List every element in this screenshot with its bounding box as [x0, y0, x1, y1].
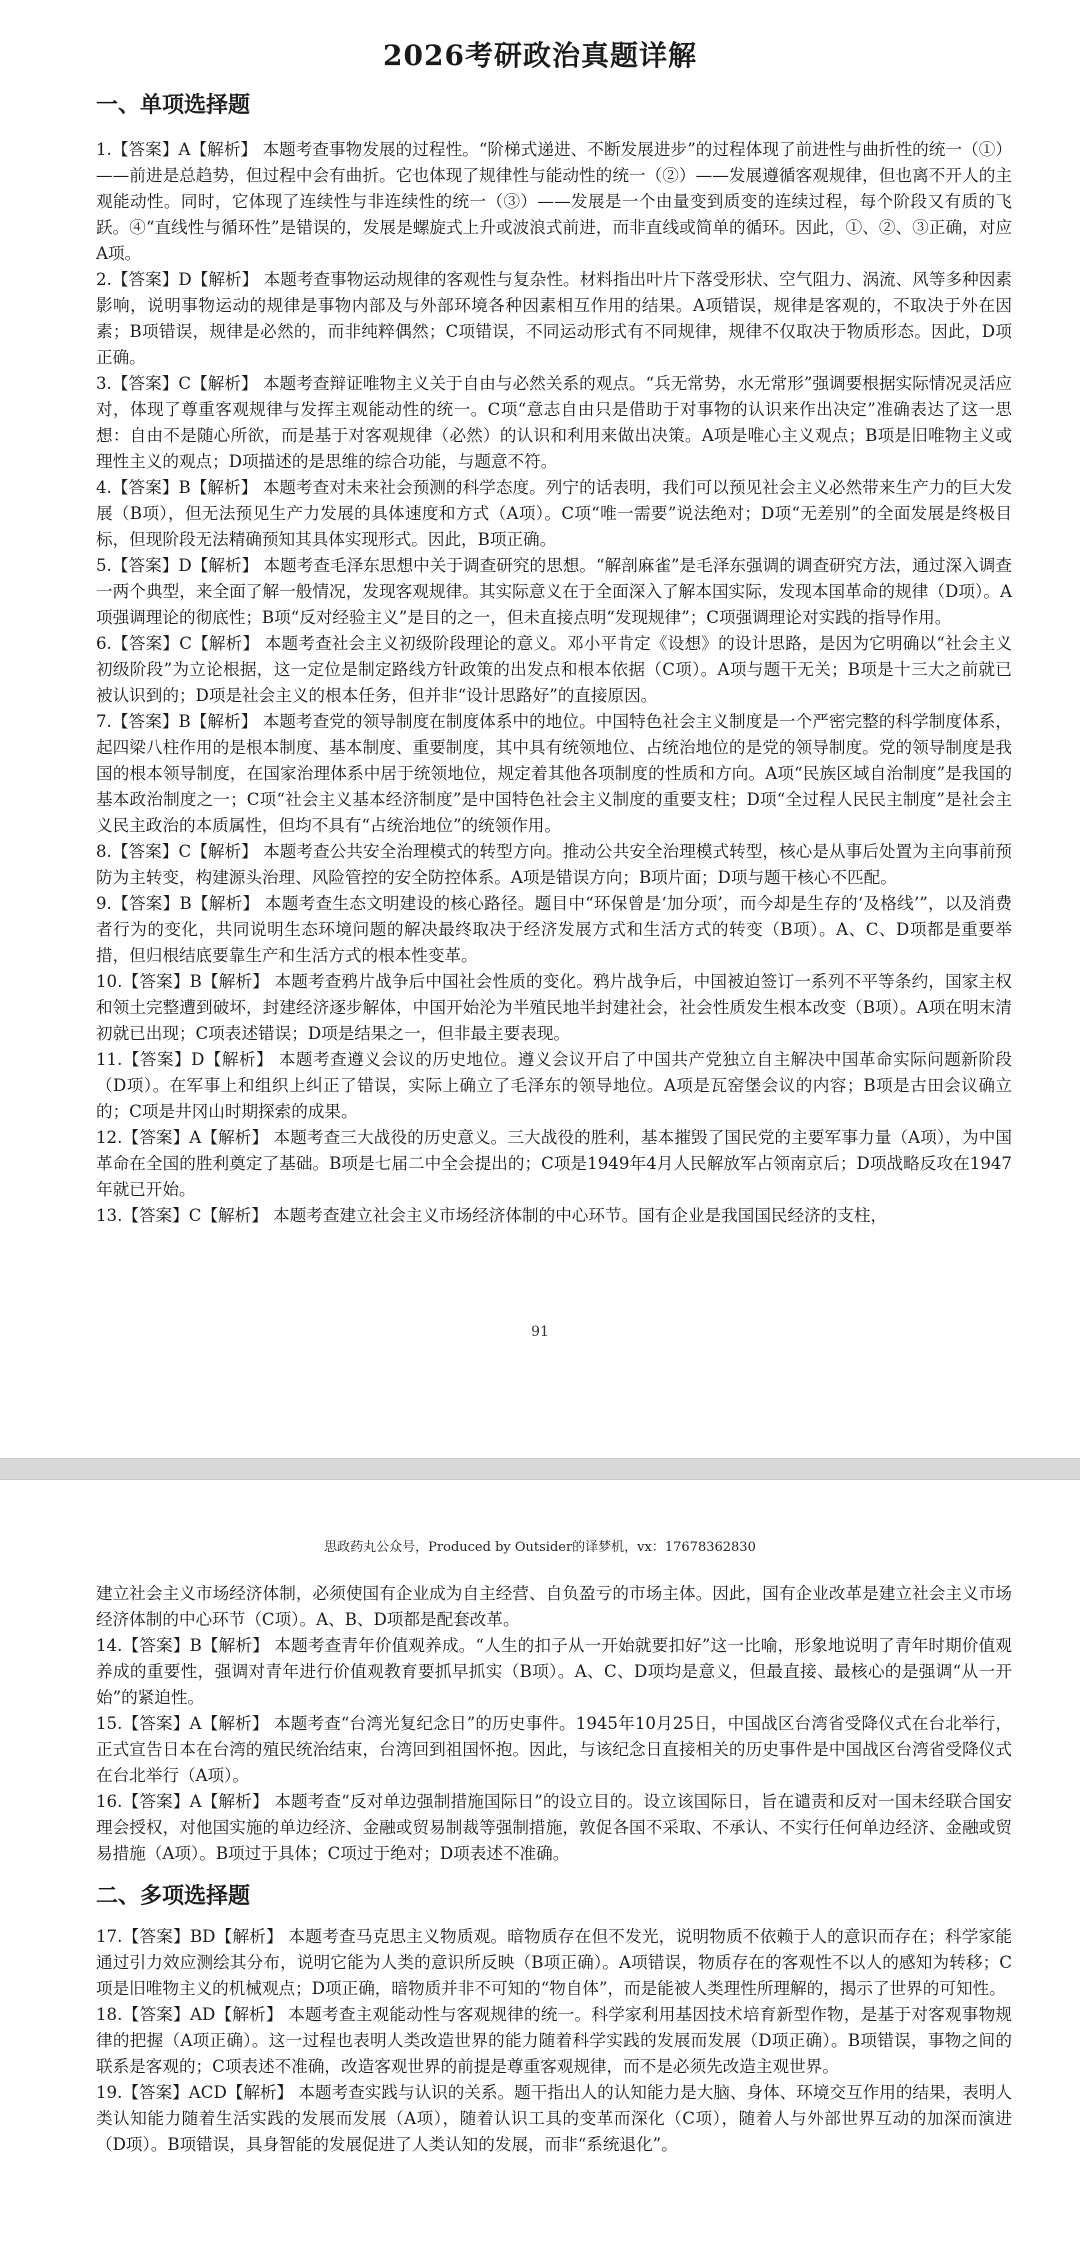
answer-list	[96, 137, 1012, 1229]
answer-item-3: 3.【答案】C【解析】 本题考查辩证唯物主义关于自由与必然关系的观点。“兵无常势，水无常形”强调要根据实际情况灵活应对，体现了尊重客观规律与发挥主观能动性的统一。C项“意志自由只是借助于对事物的认识来作出决定”准确表达了这一思想：自由不是随心所欲，而是基于对客观规律（必然）的认识和利用来做出决策。A项是唯心主义观点；B项是旧唯物主义或理性主义的观点；D项描述的是思维的综合功能，与题意不符。	[96, 374, 1012, 471]
answer-item-15: 15.【答案】A【解析】 本题考查“台湾光复纪念日”的历史事件。1945年10月25日，中国战区台湾省受降仪式在台北举行，正式宣告日本在台湾的殖民统治结束，台湾回到祖国怀抱。因此，与该纪念日直接相关的历史事件是中国战区台湾省受降仪式在台北举行（A项）。	[96, 1714, 1012, 1785]
answer-item-14: 14.【答案】B【解析】 本题考查青年价值观养成。“人生的扣子从一开始就要扣好”这一比喻，形象地说明了青年时期价值观养成的重要性，强调对青年进行价值观教育要抓早抓实（B项）。A、C、D项均是意义，但最直接、最核心的是强调“从一开始”的紧迫性。	[96, 1636, 1012, 1707]
answer-item-4: 4.【答案】B【解析】 本题考查对未来社会预测的科学态度。列宁的话表明，我们可以预见社会主义必然带来生产力的巨大发展（B项），但无法预见生产力发展的具体速度和方式（A项）。C项“唯一需要”说法绝对；D项“无差别”的全面发展是终极目标，但现阶段无法精确预知其具体实现形式。因此，B项正确。	[96, 478, 1012, 549]
section-heading-multiple-choice: 二、多项选择题	[96, 1883, 251, 1909]
answer-item-17: 17.【答案】BD【解析】 本题考查马克思主义物质观。暗物质存在但不发光，说明物质不依赖于人的意识而存在；科学家能通过引力效应测绘其分布，说明它能为人类的意识所反映（B项正确）。A项错误，物质存在的客观性不以人的感知为转移；C项是旧唯物主义的机械观点；D项正确，暗物质并非不可知的“物自体”，而是能被人类理性所理解的，揭示了世界的可知性。	[96, 1927, 1012, 1998]
answer-item-8: 8.【答案】C【解析】 本题考查公共安全治理模式的转型方向。推动公共安全治理模式转型，核心是从事后处置为主向事前预防为主转变，构建源头治理、风险管控的安全防控体系。A项是错误方向；B项片面；D项与题干核心不匹配。	[96, 842, 1012, 887]
answer-list	[96, 1581, 1012, 1867]
document-page-92	[0, 1480, 1080, 2245]
answer-item-11: 11.【答案】D【解析】 本题考查遵义会议的历史地位。遵义会议开启了中国共产党独立自主解决中国革命实际问题新阶段（D项）。在军事上和组织上纠正了错误，实际上确立了毛泽东的领导地位。A项是瓦窑堡会议的内容；B项是古田会议确立的；C项是井冈山时期探索的成果。	[96, 1050, 1012, 1121]
answer-item-12: 12.【答案】A【解析】 本题考查三大战役的历史意义。三大战役的胜利，基本摧毁了国民党的主要军事力量（A项），为中国革命在全国的胜利奠定了基础。B项是七届二中全会提出的；C项是1949年4月人民解放军占领南京后；D项战略反攻在1947年就已开始。	[96, 1128, 1012, 1199]
answer-item-5: 5.【答案】D【解析】 本题考查毛泽东思想中关于调查研究的思想。“解剖麻雀”是毛泽东强调的调查研究方法，通过深入调查一两个典型，来全面了解一般情况，发现客观规律。其实际意义在于全面深入了解本国实际，发现本国革命的规律（D项）。A项强调理论的彻底性；B项“反对经验主义”是目的之一，但未直接点明“发现规律”；C项强调理论对实践的指导作用。	[96, 556, 1013, 627]
answer-item-16: 16.【答案】A【解析】 本题考查“反对单边强制措施国际日”的设立目的。设立该国际日，旨在谴责和反对一国未经联合国安理会授权，对他国实施的单边经济、金融或贸易制裁等强制措施，敦促各国不采取、不承认、不实行任何单边经济、金融或贸易措施（A项）。B项过于具体；C项过于绝对；D项表述不准确。	[96, 1792, 1012, 1863]
answer-item-10: 10.【答案】B【解析】 本题考查鸦片战争后中国社会性质的变化。鸦片战争后，中国被迫签订一系列不平等条约，国家主权和领土完整遭到破坏，封建经济逐步解体，中国开始沦为半殖民地半封建社会，社会性质发生根本改变（B项）。A项在明末清初就已出现；C项表述错误；D项是结果之一，但非最主要表现。	[96, 972, 1012, 1043]
answer-item-18: 18.【答案】AD【解析】 本题考查主观能动性与客观规律的统一。科学家利用基因技术培育新型作物，是基于对客观事物规律的把握（A项正确）。这一过程也表明人类改造世界的能力随着科学实践的发展而发展（D项正确）。B项错误，事物之间的联系是客观的；C项表述不准确，改造客观世界的前提是尊重客观规律，而不是必须先改造主观世界。	[96, 2005, 1012, 2076]
page-separator	[0, 1458, 1080, 1480]
answer-item-19: 19.【答案】ACD【解析】 本题考查实践与认识的关系。题干指出人的认知能力是大脑、身体、环境交互作用的结果，表明人类认知能力随着生活实践的发展而发展（A项），随着认识工具的变革而深化（C项），随着人与外部世界互动的加深而演进（D项）。B项错误，具身智能的发展促进了人类认知的发展，而非“系统退化”。	[96, 2083, 1012, 2154]
page-content	[0, 1581, 1080, 2158]
answer-item-13-continued: 建立社会主义市场经济体制，必须使国有企业成为自主经营、自负盈亏的市场主体。因此，国有企业改革是建立社会主义市场经济体制的中心环节（C项）。A、B、D项都是配套改革。	[96, 1584, 1012, 1629]
section-heading-single-choice: 一、单项选择题	[96, 92, 251, 118]
answer-item-7: 7.【答案】B【解析】 本题考查党的领导制度在制度体系中的地位。中国特色社会主义制度是一个严密完整的科学制度体系，起四梁八柱作用的是根本制度、基本制度、重要制度，其中具有统领地位、占统治地位的是党的领导制度。党的领导制度是我国的根本领导制度，在国家治理体系中居于统领地位，规定着其他各项制度的性质和方向。A项“民族区域自治制度”是我国的基本政治制度之一；C项“社会主义基本经济制度”是中国特色社会主义制度的重要支柱；D项“全过程人民民主制度”是社会主义民主政治的本质属性，但均不具有“占统治地位”的统领作用。	[96, 712, 1012, 835]
page-content	[0, 88, 1080, 1229]
document-title: 2026考研政治真题详解	[383, 39, 697, 72]
answer-item-6: 6.【答案】C【解析】 本题考查社会主义初级阶段理论的意义。邓小平肯定《设想》的设计思路，是因为它明确以“社会主义初级阶段”为立论根据，这一定位是制定路线方针政策的出发点和根本依据（C项）。A项与题干无关；B项是十三大之前就已被认识到的；D项是社会主义的根本任务，但并非“设计思路好”的直接原因。	[96, 634, 1012, 705]
answer-list	[96, 1924, 1012, 2158]
page-header: 思政药丸公众号，Produced by Outsider的译梦机，vx：17678362830	[324, 1540, 756, 1555]
answer-item-13: 13.【答案】C【解析】 本题考查建立社会主义市场经济体制的中心环节。国有企业是我国国民经济的支柱，	[96, 1206, 888, 1225]
answer-item-9: 9.【答案】B【解析】 本题考查生态文明建设的核心路径。题目中“环保曾是‘加分项’，而今却是生存的‘及格线’”，以及消费者行为的变化，共同说明生态环境问题的解决最终取决于经济发展方式和生活方式的转变（B项）。A、C、D项都是重要举措，但归根结底要靠生产和生活方式的根本性变革。	[96, 894, 1012, 965]
answer-item-1: 1.【答案】A【解析】 本题考查事物发展的过程性。“阶梯式递进、不断发展进步”的过程体现了前进性与曲折性的统一（①）——前进是总趋势，但过程中会有曲折。它也体现了规律性与能动性的统一（②）——发展遵循客观规律，但也离不开人的主观能动性。同时，它体现了连续性与非连续性的统一（③）——发展是一个由量变到质变的连续过程，每个阶段又有质的飞跃。④“直线性与循环性”是错误的，发展是螺旋式上升或波浪式前进，而非直线或简单的循环。因此，①、②、③正确，对应A项。	[96, 140, 1012, 263]
page-number: 91	[531, 1324, 549, 1340]
answer-item-2: 2.【答案】D【解析】 本题考查事物运动规律的客观性与复杂性。材料指出叶片下落受形状、空气阻力、涡流、风等多种因素影响，说明事物运动的规律是事物内部及与外部环境各种因素相互作用的结果。A项错误，规律是客观的，不取决于外在因素；B项错误，规律是必然的，而非纯粹偶然；C项错误，不同运动形式有不同规律，规律不仅取决于物质形态。因此，D项正确。	[96, 270, 1012, 367]
